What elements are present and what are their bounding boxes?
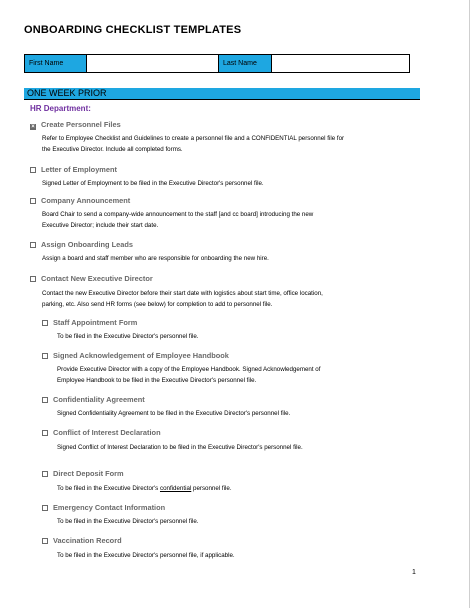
checkbox-icon[interactable] bbox=[30, 242, 36, 248]
first-name-label: First Name bbox=[25, 55, 87, 73]
checklist-subitem[interactable] bbox=[42, 351, 229, 360]
checkbox-icon[interactable] bbox=[42, 353, 48, 359]
checklist-item[interactable] bbox=[30, 274, 153, 283]
document-title: ONBOARDING CHECKLIST TEMPLATES bbox=[24, 24, 242, 36]
item-label: Confidentiality Agreement bbox=[53, 395, 145, 404]
checklist-subitem[interactable] bbox=[42, 536, 122, 545]
item-label: Staff Appointment Form bbox=[53, 318, 138, 327]
item-label: Emergency Contact Information bbox=[53, 503, 166, 512]
checkbox-icon[interactable] bbox=[30, 276, 36, 282]
name-table bbox=[24, 54, 410, 73]
item-description: To be filed in the Executive Director's personnel file. bbox=[57, 333, 199, 340]
item-description: Contact the new Executive Director before their start date with logistics about start time, office location, parking, etc. Also send HR forms (see below) for completion to add to personnel file. bbox=[42, 290, 323, 308]
item-description: Signed Letter of Employment to be filed in the Executive Director's personnel file. bbox=[42, 180, 264, 187]
section-divider bbox=[24, 99, 420, 100]
item-label: Conflict of Interest Declaration bbox=[53, 428, 161, 437]
checkbox-checked-icon[interactable]: × bbox=[31, 124, 35, 130]
checklist-item[interactable] bbox=[30, 120, 121, 130]
item-label: Create Personnel Files bbox=[41, 120, 121, 129]
checkbox-icon[interactable] bbox=[42, 320, 48, 326]
checklist-subitem[interactable] bbox=[42, 395, 145, 404]
department-heading: HR Department: bbox=[30, 104, 91, 113]
checklist-item[interactable] bbox=[30, 165, 117, 174]
page-number: 1 bbox=[412, 569, 416, 576]
checkbox-icon[interactable] bbox=[30, 167, 36, 173]
checkbox-icon[interactable] bbox=[42, 538, 48, 544]
checkbox-icon[interactable] bbox=[42, 430, 48, 436]
item-description: Assign a board and staff member who are responsible for onboarding the new hire. bbox=[42, 255, 269, 262]
last-name-field[interactable] bbox=[272, 55, 410, 73]
item-description: Board Chair to send a company-wide announcement to the staff [and cc board] introducing the new Executive Director; include their start date. bbox=[42, 211, 314, 229]
underlined-word: confidential bbox=[159, 485, 192, 492]
item-description: Signed Conflict of Interest Declaration to be filed in the Executive Director's personnel file. bbox=[57, 444, 303, 451]
item-description: To be filed in the Executive Director's personnel file, if applicable. bbox=[57, 552, 235, 559]
item-label: Signed Acknowledgement of Employee Handbook bbox=[53, 351, 229, 360]
item-label: Vaccination Record bbox=[53, 536, 122, 545]
item-label: Letter of Employment bbox=[41, 165, 117, 174]
item-label: Company Announcement bbox=[41, 196, 131, 205]
item-description: Provide Executive Director with a copy of the Employee Handbook. Signed Acknowledgement of Employee Handbook to be filed in the Executive Director's personnel file. bbox=[57, 366, 321, 384]
checkbox-icon[interactable] bbox=[30, 198, 36, 204]
section-header: ONE WEEK PRIOR bbox=[24, 88, 420, 99]
item-description: To be filed in the Executive Director's confidential personnel file. bbox=[57, 485, 232, 492]
checklist-subitem[interactable] bbox=[42, 469, 124, 478]
item-label: Direct Deposit Form bbox=[53, 469, 124, 478]
item-label: Assign Onboarding Leads bbox=[41, 240, 133, 249]
checklist-item[interactable] bbox=[30, 196, 130, 205]
item-description: Refer to Employee Checklist and Guidelines to create a personnel file and a CONFIDENTIAL personnel file for the Executive Director. Include all completed forms. bbox=[42, 135, 345, 153]
item-description: To be filed in the Executive Director's personnel file. bbox=[57, 518, 199, 525]
checklist-subitem[interactable] bbox=[42, 503, 165, 512]
checklist-subitem[interactable] bbox=[42, 428, 161, 437]
item-label: Contact New Executive Director bbox=[41, 274, 153, 283]
checkbox-icon[interactable] bbox=[42, 397, 48, 403]
checklist-item[interactable] bbox=[30, 240, 133, 249]
last-name-label: Last Name bbox=[219, 55, 272, 73]
checklist-subitem[interactable] bbox=[42, 318, 137, 327]
checkbox-icon[interactable] bbox=[42, 505, 48, 511]
first-name-field[interactable] bbox=[87, 55, 219, 73]
checkbox-icon[interactable] bbox=[42, 471, 48, 477]
item-description: Signed Confidentiality Agreement to be filed in the Executive Director's personnel file. bbox=[57, 410, 291, 417]
